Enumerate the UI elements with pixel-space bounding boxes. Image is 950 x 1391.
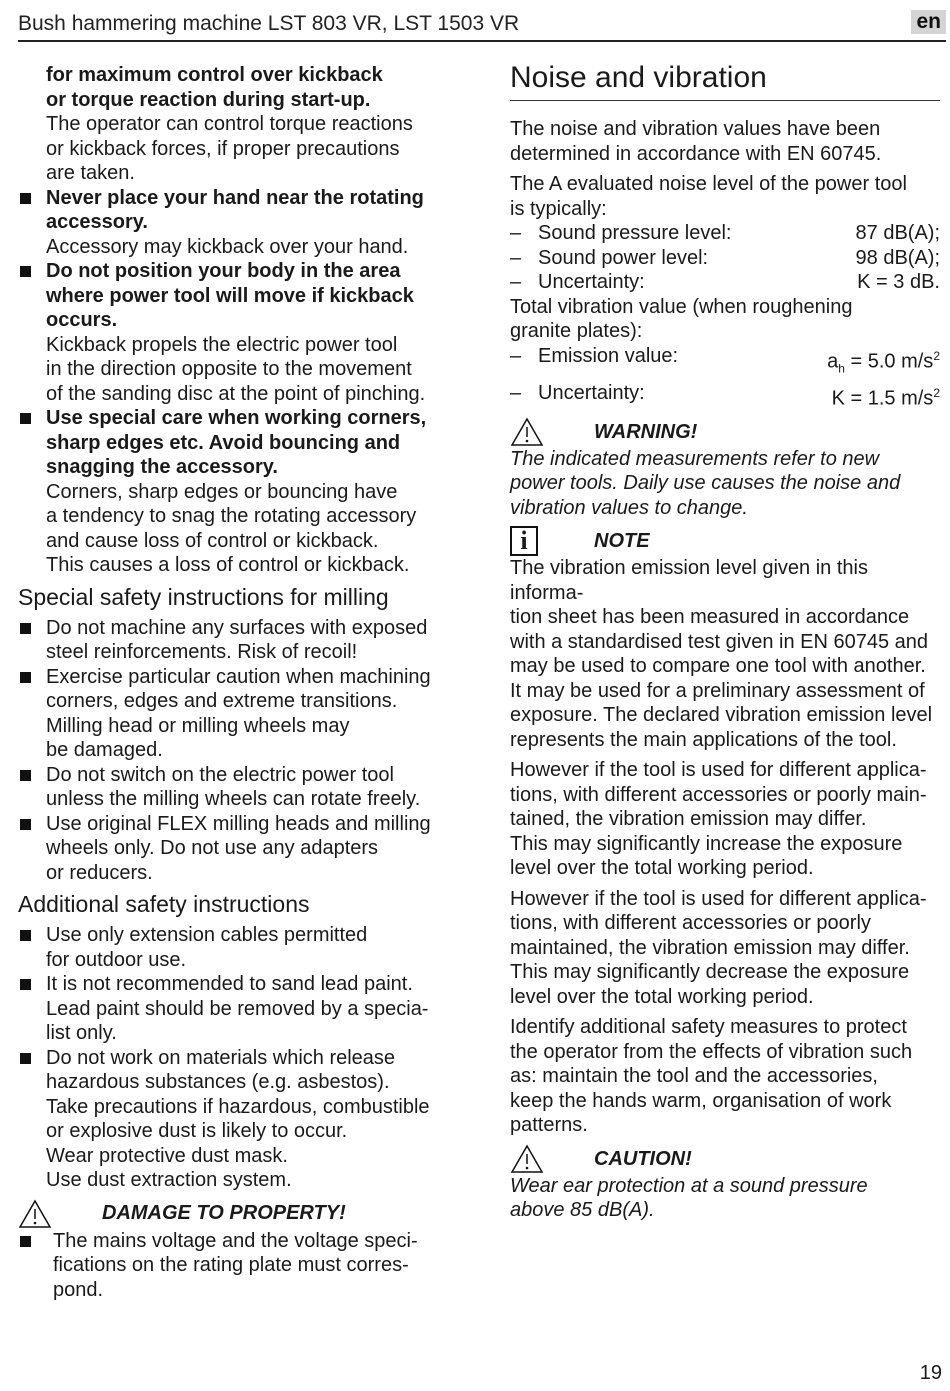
text-line: The noise and vibration values have been [510,118,881,140]
text-line: The indicated measurements refer to new [510,447,880,470]
spec-label: – Emission value: [510,344,679,367]
spec-label: – Uncertainty: [510,381,645,404]
spec-value: 98 dB(A); [855,246,940,269]
text-line: Wear protective dust mask. [46,1144,288,1167]
bullet-body-text [46,333,458,407]
text-line: and cause loss of control or kickback. [46,529,379,552]
text-line: tion sheet has been measured in accordance [510,606,910,629]
note-notice [510,526,940,556]
text-line: sharp edges etc. Avoid bouncing and [46,431,401,454]
text-line: for outdoor use. [46,948,187,971]
header-title: Bush hammering machine LST 803 VR, LST 1503 VR [18,12,520,35]
text-line: However if the tool is used for different applica- [510,759,927,782]
text-line: Identify additional safety measures to protect [510,1016,907,1039]
milling-item-3-text [46,763,458,812]
note-paragraph-3 [510,887,940,1010]
text-line: occurs. [46,309,118,331]
noise-intro [510,172,940,221]
bullet-icon [20,979,31,990]
spec-row [510,246,940,271]
left-column [18,63,458,1302]
additional-item-2-text [46,972,458,1046]
text-line: Wear ear protection at a sound pressure [510,1174,868,1197]
spec-value: 87 dB(A); [855,222,940,244]
text-line: Use special care when working corners, [46,407,427,429]
text-line: Corners, sharp edges or bouncing have [46,480,398,503]
warning-text [510,447,940,521]
damage-title: DAMAGE TO PROPERTY! [102,1202,346,1225]
text-line: The vibration emission level given in this informa- [510,557,868,604]
additional-item-3 [18,1046,458,1193]
text-line: fications on the rating plate must corres- [53,1254,409,1276]
caution-notice [510,1144,940,1174]
bullet-corners-text [46,480,458,578]
intro-text [510,117,940,166]
caution-title: CAUTION! [594,1147,692,1170]
text-line: exposure. The declared vibration emission level [510,704,933,727]
text-line: may be used to compare one tool with another. [510,655,926,678]
bullet-icon [20,1236,31,1247]
text-line: above 85 dB(A). [510,1199,655,1222]
text-line: hazardous substances (e.g. asbestos). [46,1071,390,1093]
bullet-corners [18,406,458,578]
text-line: Exercise particular caution when machining [46,665,431,688]
bullet-icon [20,930,31,941]
spec-label: – Sound pressure level: [510,222,732,244]
text-line: This may significantly increase the exposure [510,832,903,855]
milling-item-2-text [46,665,458,763]
text-line: Never place your hand near the rotating [46,186,424,209]
text-line: a tendency to snag the rotating accessory [46,505,417,527]
vibration-list [510,344,940,411]
bullet-corners-bold [46,406,458,480]
bullet-hand-bold [46,186,458,235]
text-line: Use dust extraction system. [46,1169,292,1191]
text-line: Milling head or milling wheels may [46,714,350,737]
text-line: snagging the accessory. [46,456,278,478]
milling-item-4-text [46,812,458,886]
warning-triangle-icon [18,1199,52,1229]
text-line: with a standardised test given in EN 60745 and [510,630,929,653]
info-icon: i [510,526,538,556]
spec-label: – Sound power level: [510,246,709,269]
kickback-item [18,63,458,186]
warning-triangle-icon [510,1144,544,1174]
spec-row [510,381,940,411]
text-line: or kickback forces, if proper precautions [46,137,400,160]
bullet-body-bold [46,259,458,333]
bullet-icon [20,266,31,277]
warning-triangle-icon [510,417,544,447]
dash-marker: – [510,381,522,404]
note-paragraph-4 [510,1015,940,1138]
spec-row [510,344,940,381]
text-line: corners, edges and extreme transitions. [46,690,398,712]
page-header [18,8,946,42]
text-line: Use original FLEX milling heads and milling [46,812,431,835]
text-line: determined in accordance with EN 60745. [510,142,882,165]
right-column [510,60,940,1223]
text-line: keep the hands warm, organisation of work [510,1089,892,1112]
note-title: NOTE [594,530,650,553]
text-line: are taken. [46,162,135,184]
text-line: level over the total working period. [510,985,814,1008]
bullet-icon [20,193,31,204]
bullet-icon [20,413,31,424]
note-paragraph-1 [510,556,940,752]
text-line: pond. [53,1278,104,1301]
text-line: tions, with different accessories or poorly [510,912,871,935]
bullet-icon [20,672,31,683]
note-paragraph-2 [510,758,940,881]
language-badge: en [911,10,946,34]
bullet-body [18,259,458,406]
additional-item-3-text [46,1046,458,1193]
milling-item-2 [18,665,458,763]
text-line: However if the tool is used for different applica- [510,887,927,910]
text-line: level over the total working period. [510,857,814,880]
text-line: or reducers. [46,861,153,884]
text-line: vibration values to change. [510,496,748,519]
damage-item [18,1229,458,1303]
milling-item-1-text [46,616,458,665]
text-line: where power tool will move if kickback [46,284,414,307]
warning-notice [510,417,940,447]
text-line: It may be used for a preliminary assessment of [510,679,925,702]
dash-marker: – [510,271,522,293]
spec-value: K = 3 dB. [857,271,940,293]
damage-notice [18,1199,458,1229]
text-line: accessory. [46,211,148,233]
text-line: Do not work on materials which release [46,1046,396,1069]
text-line: This may significantly decrease the exposure [510,961,910,984]
text-line: is typically: [510,197,607,220]
dash-marker: – [510,222,522,244]
text-line: steel reinforcements. Risk of recoil! [46,641,358,663]
text-line: represents the main applications of the tool. [510,728,897,751]
page-number: 19 [919,1362,942,1384]
additional-item-2 [18,972,458,1046]
spec-row [510,221,940,246]
text-line: tained, the vibration emission may differ. [510,808,867,831]
kickback-bold [46,63,458,112]
text-line: be damaged. [46,739,163,761]
damage-text [53,1229,458,1303]
text-line: granite plates): [510,320,643,342]
noise-list [510,221,940,295]
vibration-intro [510,295,940,344]
warning-title: WARNING! [594,420,698,443]
bullet-icon [20,819,31,830]
caution-text [510,1174,940,1223]
additional-item-1-text [46,923,458,972]
text-line: Total vibration value (when roughening [510,295,853,318]
spec-value: K = 1.5 $m/s^2$ [831,385,940,410]
text-line: This causes a loss of control or kickback. [46,554,410,576]
text-line: wheels only. Do not use any adapters [46,837,379,859]
bullet-icon [20,770,31,781]
text-line: patterns. [510,1114,588,1137]
text-line: The mains voltage and the voltage speci- [53,1229,418,1252]
milling-item-4 [18,812,458,886]
text-line: for maximum control over kickback [46,64,383,86]
text-line: or explosive dust is likely to occur. [46,1120,348,1142]
text-line: list only. [46,1022,117,1044]
kickback-text [46,112,458,186]
bullet-hand [18,186,458,260]
text-line: unless the milling wheels can rotate freely. [46,788,421,810]
bullet-icon [20,1053,31,1064]
text-line: Lead paint should be removed by a specia- [46,997,429,1020]
spec-row [510,270,940,295]
text-line: Take precautions if hazardous, combustible [46,1095,430,1118]
text-line: Do not machine any surfaces with exposed [46,616,428,639]
text-line: Do not position your body in the area [46,260,401,282]
text-line: tions, with different accessories or poorly main- [510,783,927,806]
text-line: The operator can control torque reactions [46,113,413,135]
text-line: Do not switch on the electric power tool [46,763,394,786]
spec-label: – Uncertainty: [510,271,645,293]
bullet-icon [20,623,31,634]
text-line: in the direction opposite to the movement [46,358,412,380]
text-line: The A evaluated noise level of the power tool [510,173,907,195]
text-line: Accessory may kickback over your hand. [46,235,409,258]
text-line: or torque reaction during start-up. [46,88,371,111]
text-line: power tools. Daily use causes the noise and [510,472,901,495]
noise-vibration-heading: Noise and vibration [510,60,940,101]
additional-heading: Additional safety instructions [18,891,310,917]
text-line: as: maintain the tool and the accessories, [510,1065,878,1088]
text-line: Kickback propels the electric power tool [46,333,398,356]
text-line: of the sanding disc at the point of pinching. [46,382,426,405]
text-line: It is not recommended to sand lead paint. [46,973,413,995]
text-line: the operator from the effects of vibration such [510,1040,913,1063]
milling-item-1 [18,616,458,665]
additional-item-1 [18,923,458,972]
dash-marker: – [510,344,522,367]
dash-marker: – [510,246,522,269]
milling-item-3 [18,763,458,812]
text-line: maintained, the vibration emission may differ. [510,936,910,959]
bullet-hand-text [46,235,458,260]
text-line: Use only extension cables permitted [46,924,368,946]
spec-value: $a_h = 5.0$ $m/s^2$ [827,348,940,376]
milling-heading: Special safety instructions for milling [18,583,389,610]
